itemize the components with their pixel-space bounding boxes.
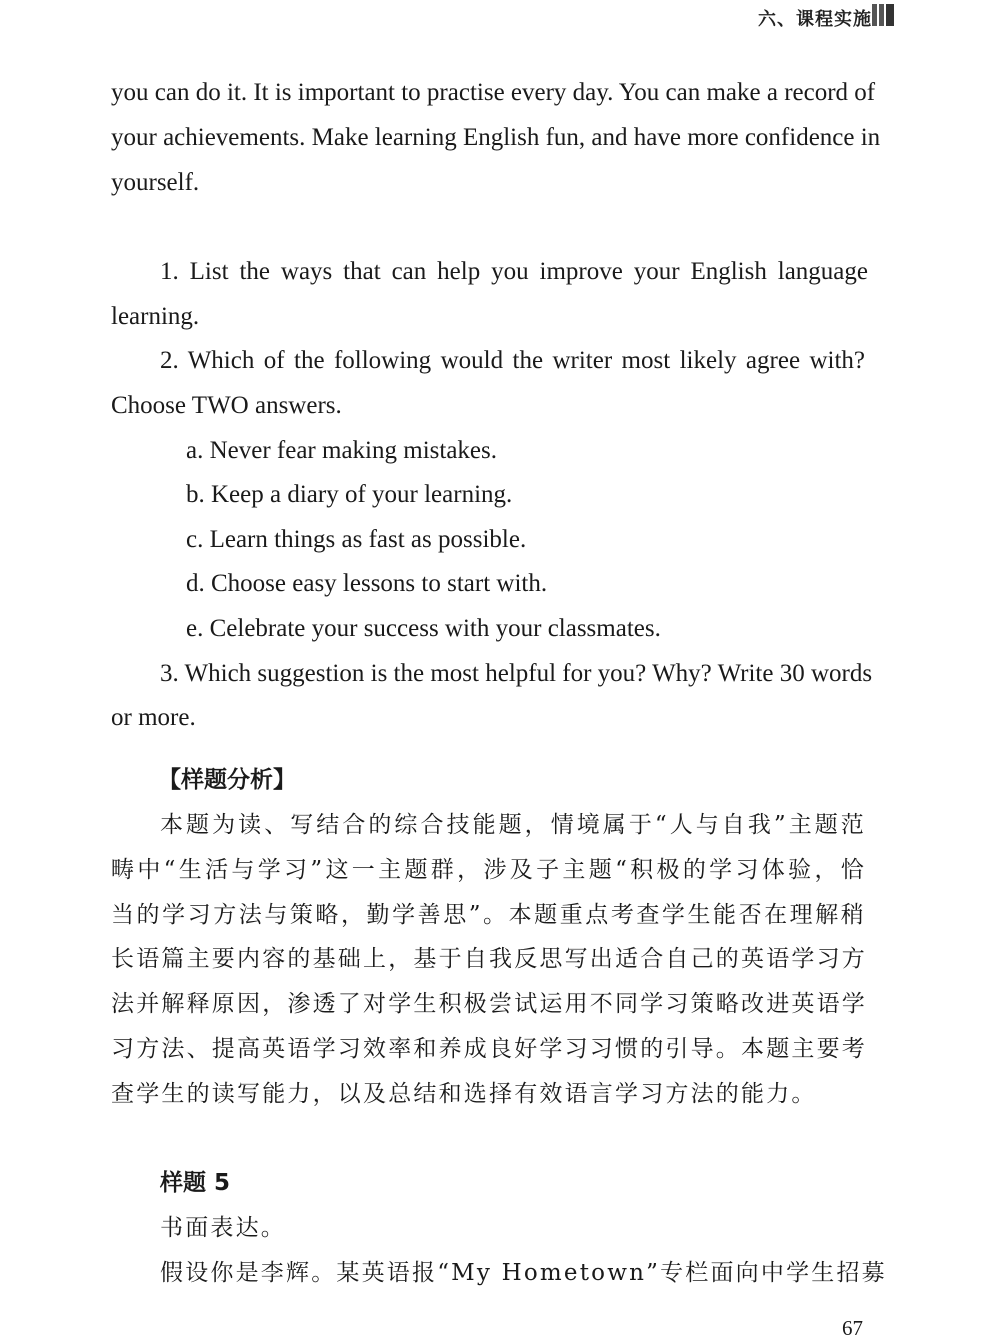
sample-5-line: 假设你是李辉。某英语报“My Hometown”专栏面向中学生招募 xyxy=(160,1260,887,1286)
answer-option-c: c. Learn things as fast as possible. xyxy=(186,526,527,553)
header-bar-decoration xyxy=(872,4,894,26)
answer-option-d: d. Choose easy lessons to start with. xyxy=(186,570,548,597)
analysis-line: 查学生的读写能力，以及总结和选择有效语言学习方法的能力。 xyxy=(111,1081,817,1107)
section-title: 六、课程实施 xyxy=(758,9,872,30)
analysis-line: 法并解释原因，渗透了对学生积极尝试运用不同学习策略改进英语学 xyxy=(111,991,867,1017)
analysis-line: 习方法、提高英语学习效率和养成良好学习习惯的引导。本题主要考 xyxy=(111,1036,867,1062)
passage-line: you can do it. It is important to practise every day. You can make a record of xyxy=(111,79,876,106)
sample-5-heading: 样题 5 xyxy=(160,1170,231,1196)
question-3-line: 3. Which suggestion is the most helpful for you? Why? Write 30 words xyxy=(160,660,873,687)
question-1-line: learning. xyxy=(111,303,200,330)
analysis-heading: 【样题分析】 xyxy=(158,767,296,793)
question-2-line: 2. Which of the following would the writer most likely agree with? xyxy=(160,347,865,374)
analysis-line: 畴中“生活与学习”这一主题群，涉及子主题“积极的学习体验，恰 xyxy=(111,857,866,883)
analysis-line: 长语篇主要内容的基础上，基于自我反思写出适合自己的英语学习方 xyxy=(111,946,867,972)
question-3-line: or more. xyxy=(111,704,196,731)
question-2-line: Choose TWO answers. xyxy=(111,392,342,419)
answer-option-e: e. Celebrate your success with your classmates. xyxy=(186,615,661,642)
answer-option-a: a. Never fear making mistakes. xyxy=(186,437,497,464)
sample-5-subheading: 书面表达。 xyxy=(160,1215,286,1241)
passage-line: your achievements. Make learning English fun, and have more confidence in xyxy=(111,124,881,151)
answer-option-b: b. Keep a diary of your learning. xyxy=(186,481,513,508)
question-1-line: 1. List the ways that can help you improve your English language xyxy=(160,258,868,285)
passage-line: yourself. xyxy=(111,169,200,196)
analysis-line: 本题为读、写结合的综合技能题，情境属于“人与自我”主题范 xyxy=(160,812,866,838)
page-number: 67 xyxy=(842,1316,863,1340)
analysis-line: 当的学习方法与策略，勤学善思”。本题重点考查学生能否在理解稍 xyxy=(111,902,866,928)
